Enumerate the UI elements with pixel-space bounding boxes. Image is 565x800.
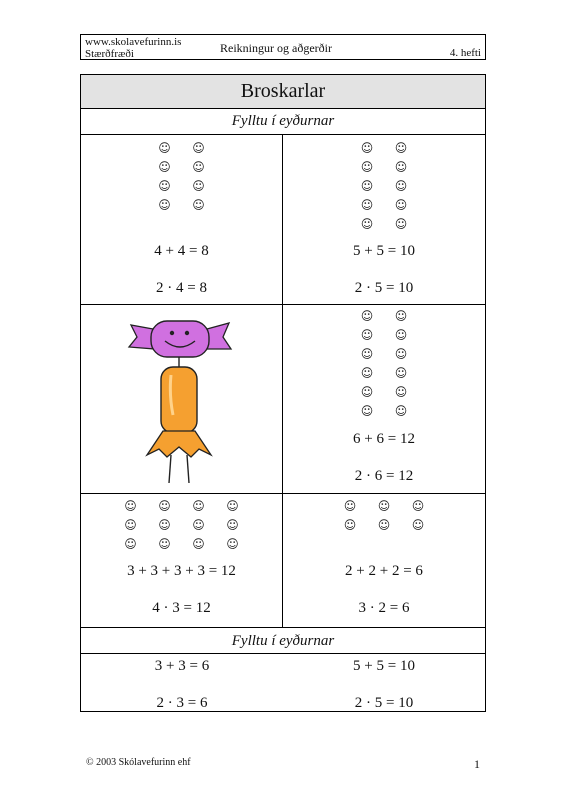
smiley-icon: ☺ — [158, 537, 171, 551]
smiley-icon: ☺ — [394, 347, 408, 361]
smiley-grid — [81, 139, 282, 215]
site-url[interactable]: www.skolavefurinn.is — [85, 36, 182, 48]
smiley-icon: ☺ — [360, 366, 374, 380]
smiley-icon: ☺ — [192, 499, 205, 513]
page-header — [80, 34, 486, 60]
multiplication-equation: 2 · 4 = 8 — [156, 280, 207, 296]
exercise-row-3 — [81, 494, 485, 628]
smiley-icon: ☺ — [394, 366, 408, 380]
addition-equation: 4 + 4 = 8 — [154, 243, 209, 259]
smiley-icon: ☺ — [394, 141, 408, 155]
smiley-icon: ☺ — [192, 179, 205, 193]
multiplication-equation: 3 · 2 = 6 — [358, 600, 410, 616]
smiley-icon: ☺ — [124, 537, 137, 551]
addition-equation: 3 + 3 + 3 + 3 = 12 — [127, 563, 236, 579]
addition-equation: 2 + 2 + 2 = 6 — [345, 563, 423, 579]
smiley-icon: ☺ — [360, 328, 374, 342]
exercise-cell — [283, 494, 485, 628]
smiley-grid — [81, 497, 282, 554]
candy-character-icon — [125, 315, 235, 485]
smiley-icon: ☺ — [360, 385, 374, 399]
smiley-icon: ☺ — [158, 198, 171, 212]
smiley-icon: ☺ — [394, 404, 408, 418]
bottom-exercises — [81, 654, 485, 712]
multiplication-equation: 2 · 5 = 10 — [354, 695, 414, 711]
worksheet-title: Broskarlar — [81, 75, 485, 109]
smiley-icon: ☺ — [360, 404, 374, 418]
smiley-icon: ☺ — [360, 198, 374, 212]
smiley-icon: ☺ — [360, 141, 374, 155]
addition-equation: 5 + 5 = 10 — [353, 243, 415, 259]
smiley-icon: ☺ — [192, 160, 205, 174]
smiley-grid — [283, 497, 485, 535]
exercise-cell — [283, 305, 485, 493]
smiley-icon: ☺ — [394, 309, 408, 323]
worksheet — [80, 74, 486, 712]
smiley-icon: ☺ — [226, 518, 239, 532]
multiplication-equation: 2 · 6 = 12 — [354, 468, 414, 484]
smiley-icon: ☺ — [377, 499, 391, 513]
page-number: 1 — [474, 757, 480, 771]
smiley-icon: ☺ — [394, 198, 408, 212]
smiley-icon: ☺ — [394, 160, 408, 174]
addition-equation: 5 + 5 = 10 — [353, 658, 415, 674]
smiley-icon: ☺ — [124, 499, 137, 513]
smiley-icon: ☺ — [394, 385, 408, 399]
smiley-icon: ☺ — [411, 518, 425, 532]
smiley-icon: ☺ — [192, 198, 205, 212]
header-title: Reikningur og aðgerðir — [220, 41, 332, 55]
smiley-grid — [283, 307, 485, 421]
smiley-icon: ☺ — [360, 179, 374, 193]
booklet-label: 4. hefti — [449, 47, 481, 59]
exercise-row-2 — [81, 305, 485, 494]
smiley-icon: ☺ — [360, 309, 374, 323]
smiley-icon: ☺ — [226, 537, 239, 551]
instruction-top: Fylltu í eyðurnar — [81, 109, 485, 135]
smiley-icon: ☺ — [158, 160, 171, 174]
illustration-cell — [81, 305, 283, 493]
smiley-icon: ☺ — [158, 179, 171, 193]
smiley-icon: ☺ — [343, 499, 357, 513]
smiley-icon: ☺ — [158, 141, 171, 155]
smiley-icon: ☺ — [394, 217, 408, 231]
addition-equation: 6 + 6 = 12 — [353, 431, 415, 447]
smiley-icon: ☺ — [411, 499, 425, 513]
subject-label: Stærðfræði — [85, 48, 134, 60]
exercise-cell — [81, 135, 283, 304]
smiley-icon: ☺ — [192, 141, 205, 155]
smiley-icon: ☺ — [360, 160, 374, 174]
smiley-icon: ☺ — [360, 217, 374, 231]
footer-copyright: © 2003 Skólavefurinn ehf — [86, 757, 191, 768]
smiley-icon: ☺ — [360, 347, 374, 361]
smiley-icon: ☺ — [226, 499, 239, 513]
smiley-icon: ☺ — [394, 328, 408, 342]
multiplication-equation: 2 · 3 = 6 — [156, 695, 208, 711]
smiley-icon: ☺ — [394, 179, 408, 193]
exercise-row-1 — [81, 135, 485, 305]
addition-equation: 3 + 3 = 6 — [154, 658, 210, 674]
smiley-icon: ☺ — [124, 518, 137, 532]
multiplication-equation: 4 · 3 = 12 — [152, 600, 211, 616]
smiley-grid — [283, 139, 485, 234]
instruction-bottom: Fylltu í eyðurnar — [81, 627, 485, 654]
smiley-icon: ☺ — [377, 518, 391, 532]
smiley-icon: ☺ — [158, 518, 171, 532]
smiley-icon: ☺ — [158, 499, 171, 513]
smiley-icon: ☺ — [343, 518, 357, 532]
smiley-icon: ☺ — [192, 537, 205, 551]
smiley-icon: ☺ — [192, 518, 205, 532]
exercise-cell — [81, 494, 283, 628]
multiplication-equation: 2 · 5 = 10 — [354, 280, 414, 296]
exercise-cell — [283, 135, 485, 304]
